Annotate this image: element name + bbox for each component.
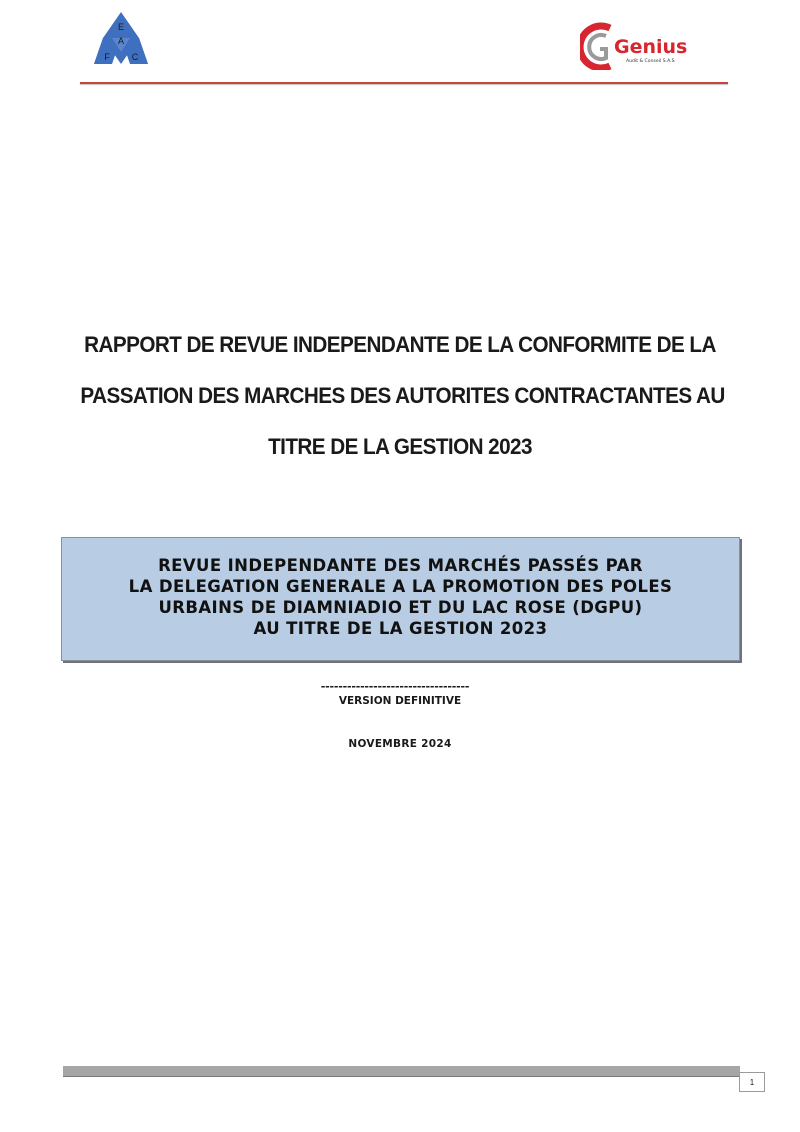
header-rule [80, 82, 728, 84]
logo-letter-a: A [117, 36, 125, 46]
subtitle-box [61, 537, 740, 661]
logo-letter-f: F [104, 52, 110, 62]
report-title-line-2: PASSATION DES MARCHES DES AUTORITES CONTRACTANTES AU [80, 383, 725, 408]
separator-dashes: ---------------------------------- [320, 680, 470, 693]
footer-bar [63, 1066, 740, 1077]
report-title-line-3: TITRE DE LA GESTION 2023 [268, 434, 532, 459]
logo-letter-c: C [131, 52, 139, 62]
eafc-logo [89, 12, 153, 66]
subtitle-line-4: AU TITRE DE LA GESTION 2023 [253, 619, 548, 638]
genius-logo [580, 22, 695, 70]
page-number: 1 [739, 1072, 765, 1092]
subtitle-line-1: REVUE INDEPENDANTE DES MARCHÉS PASSÉS PAR [158, 556, 643, 575]
report-title [80, 332, 725, 486]
version-label: VERSION DEFINITIVE [338, 695, 462, 707]
report-title-line-1: RAPPORT DE REVUE INDEPENDANTE DE LA CONFORMITE DE LA [84, 332, 716, 357]
subtitle-line-2: LA DELEGATION GENERALE A LA PROMOTION DES POLES [128, 577, 673, 596]
genius-tagline: Audit & Conseil S.A.S [626, 59, 675, 64]
genius-wordmark: Genius [614, 36, 688, 58]
subtitle-line-3: URBAINS DE DIAMNIADIO ET DU LAC ROSE (DGPU) [158, 598, 643, 617]
report-date: NOVEMBRE 2024 [348, 738, 452, 750]
logo-letter-e: E [117, 22, 125, 32]
